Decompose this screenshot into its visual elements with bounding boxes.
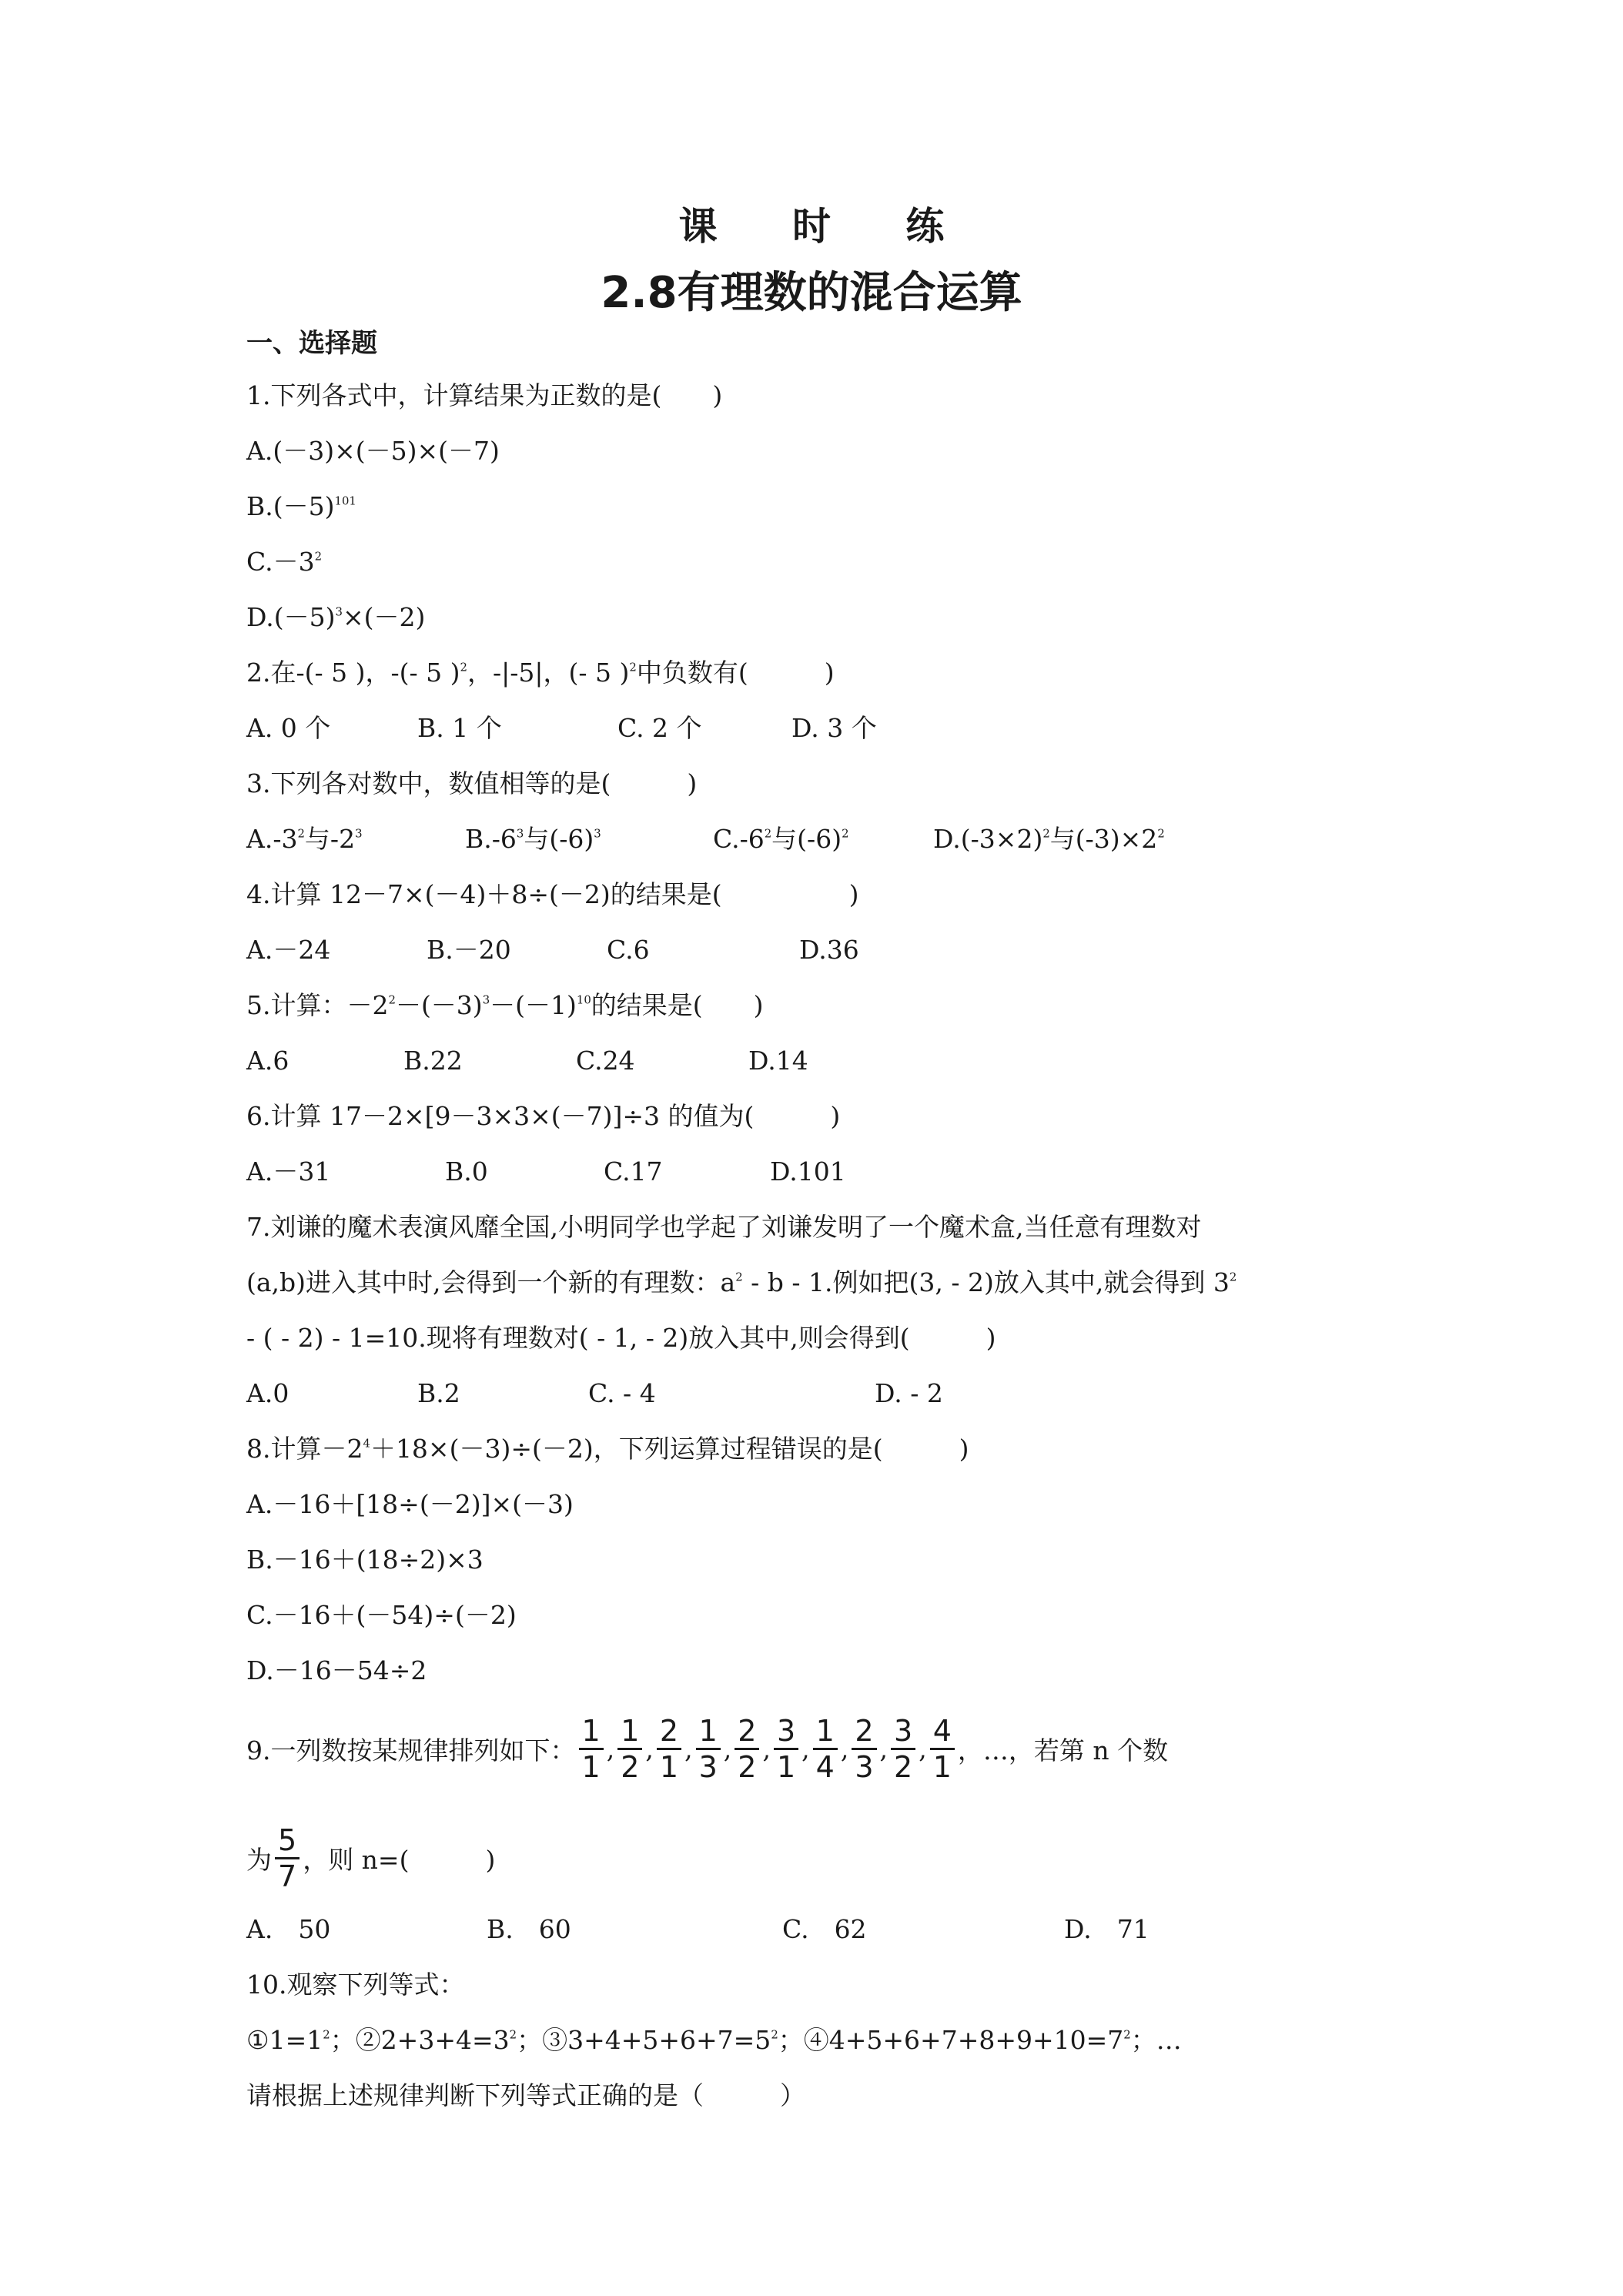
q9-separator: , [684,1734,693,1764]
q1-option-c: $C.-3^2$ [246,547,323,577]
q2-option-d: D. 3 个 [791,713,877,743]
q3-option-a: $A.-3^2$与$-2^3$ [246,824,363,854]
q4-options [246,935,1386,966]
q5-options [246,1046,1386,1076]
q3-options [246,824,1386,855]
q9-fraction: $\frac{2}{3}$ [852,1714,876,1784]
page-subtitle: 2.8有理数的混合运算 [601,268,1022,318]
q9-intro: 9.一列数按某规律排列如下： [246,1735,576,1766]
q9-separator: , [840,1734,849,1764]
q2-stem: 2.在-(- 5 )，-(- 5 )$^2$，-|-5|，(- 5 )$^2$中负数有( ) [246,658,835,688]
q2-option-b: B. 1 个 [417,713,502,743]
q8-option-b: B.－16＋(18÷2)×3 [246,1545,484,1575]
q5-option-d: D.14 [748,1046,808,1076]
q9-option-a: A. 50 [246,1914,331,1944]
q7-options [246,1378,1386,1409]
q7-stem-line3: - ( - 2) - 1=10.现将有理数对( - 1, - 2)放入其中,则会得到( ) [246,1323,996,1353]
q10-equations: $①1=1^2$；$②2+3+4=3^2$；$③3+4+5+6+7=5^2$；$④4+5+6+7+8+9+10=7^2$；… [246,2025,1182,2055]
q1-stem: 1.下列各式中，计算结果为正数的是( ) [246,380,723,410]
q8-stem: 8.计算$-2^4+18\times(-3)\div(-2)$，下列运算过程错误的是( ) [246,1434,969,1464]
section-heading: 一、选择题 [246,328,377,359]
q3-option-b: $B.-6^3$与$(-6)^3$ [465,824,601,854]
q9-fraction: $\frac{4}{1}$ [930,1714,955,1784]
q3-option-c: $C.-6^2$与$(-6)^2$ [713,824,849,854]
q7-stem-line2: (a,b)进入其中时,会得到一个新的有理数：$a^2$ - b - 1.例如把(3, - 2)放入其中,就会得到 $3^2$ [246,1267,1237,1297]
q9-separator: , [723,1734,732,1764]
q4-option-b: B.－20 [427,935,511,965]
q9-fraction-sequence [576,1714,958,1784]
q6-options [246,1156,1386,1187]
q9-stem-line2: 为 $\frac{5}{7}$ ，则 n=( ) [246,1823,496,1893]
q5-option-b: B.22 [403,1046,463,1076]
q9-option-d: D. 71 [1064,1914,1149,1944]
q9-separator: , [879,1734,888,1764]
q7-option-b: B.2 [417,1378,460,1408]
q7-option-a: A.0 [246,1378,289,1408]
q6-option-c: C.17 [604,1156,663,1186]
q8-option-d: D.－16－54÷2 [246,1655,427,1685]
q7-option-d: D. - 2 [875,1378,943,1408]
q9-separator: , [762,1734,771,1764]
q2-options [246,713,1386,744]
page-title: 课 时 练 [678,204,975,249]
q2-option-c: C. 2 个 [617,713,702,743]
q9-fraction: $\frac{2}{1}$ [657,1714,681,1784]
q9-tail: ，…，若第 n 个数 [957,1735,1169,1766]
q8-option-c: C.－16＋(－54)÷(－2) [246,1600,517,1630]
q5-option-c: C.24 [576,1046,635,1076]
q9-fraction: $\frac{1}{1}$ [579,1714,604,1784]
q4-option-c: C.6 [607,935,650,965]
q9-fraction: $\frac{1}{4}$ [813,1714,838,1784]
q9-separator: , [645,1734,654,1764]
q1-option-a: A.(－3)×(－5)×(－7) [246,436,500,466]
q8-option-a: A.－16＋[18÷(－2)]×(－3) [246,1489,574,1519]
q3-option-d: $D.(-3\times 2)^2$与$(-3)\times 2^2$ [933,824,1165,854]
q9-separator: , [606,1734,615,1764]
q2-option-a: A. 0 个 [246,713,331,743]
q9-separator: , [801,1734,810,1764]
q5-option-a: A.6 [246,1046,289,1076]
q6-stem: 6.计算 17－2×[9－3×3×(－7)]÷3 的值为( ) [246,1101,841,1131]
q10-stem: 10.观察下列等式： [246,1970,465,2000]
q4-option-d: D.36 [799,935,859,965]
q9-stem-line1 [246,1714,1401,1784]
q5-stem: 5.计算：$-2^2-(-3)^3-(-1)^{10}$的结果是( ) [246,990,764,1020]
q4-option-a: A.－24 [246,935,331,965]
q9-option-c: C. 62 [782,1914,867,1944]
q9-separator: , [919,1734,927,1764]
q1-option-b: $B.(-5)^{101}$ [246,491,356,521]
q9-target-fraction: $\frac{5}{7}$ [275,1823,300,1893]
q9-option-b: B. 60 [487,1914,571,1944]
q7-stem-line1: 7.刘谦的魔术表演风靡全国,小明同学也学起了刘谦发明了一个魔术盒,当任意有理数对 [246,1212,1202,1242]
q3-stem: 3.下列各对数中，数值相等的是( ) [246,768,698,798]
q9-fraction: $\frac{3}{2}$ [891,1714,915,1784]
q6-option-b: B.0 [445,1156,488,1186]
q7-option-c: C. - 4 [588,1378,656,1408]
q4-stem: 4.计算 12－7×(－4)＋8÷(－2)的结果是( ) [246,879,859,909]
q9-fraction: $\frac{3}{1}$ [774,1714,798,1784]
q1-option-d: $D.(-5)^3\times(-2)$ [246,602,426,632]
q9-fraction: $\frac{1}{2}$ [617,1714,642,1784]
q10-question: 请根据上述规律判断下列等式正确的是（ ） [246,2080,805,2110]
q6-option-a: A.－31 [246,1156,331,1186]
q9-options [246,1914,1386,1945]
q9-fraction: $\frac{1}{3}$ [696,1714,721,1784]
q9-fraction: $\frac{2}{2}$ [735,1714,759,1784]
q6-option-d: D.101 [770,1156,846,1186]
